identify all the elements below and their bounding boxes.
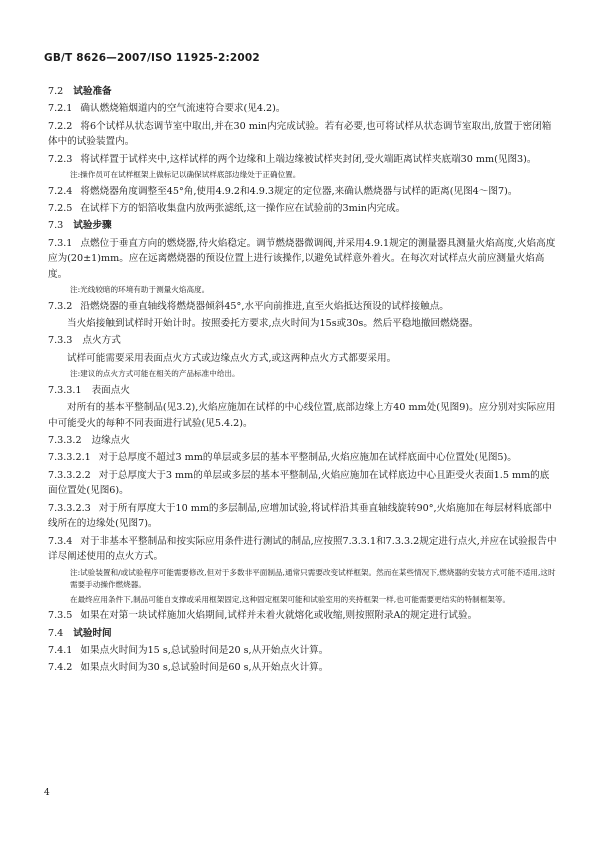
clause-paragraph [48, 201, 558, 217]
clause-number: 7.3.3.2.2 [48, 469, 91, 481]
clause-text: 点燃位于垂直方向的燃烧器,待火焰稳定。调节燃烧器微调阀,并采用4.9.1规定的测量器具测量火焰高度,火焰高度应为(20±1)mm。应在远离燃烧器的预设位置上进行该操作,以避免试样意外着火。在每次对试样点火前应测量火焰高度。 [48, 237, 556, 280]
body-paragraph [48, 316, 558, 332]
clause-paragraph [48, 119, 558, 150]
paragraph-text: 当火焰接触到试样时开始计时。按照委托方要求,点火时间为15s或30s。然后平稳地撤回燃烧器。 [67, 318, 479, 330]
section-number: 7.4 [48, 627, 64, 639]
clause-paragraph [48, 468, 558, 499]
note-text: 注:光线较暗的环境有助于测量火焰高度。 [70, 285, 210, 295]
clause-text: 沿燃烧器的垂直轴线将燃烧器倾斜45°,水平向前推进,直至火焰抵达预设的试样接触点。 [80, 300, 449, 312]
paragraph-text: 试样可能需要采用表面点火方式或边缘点火方式,或这两种点火方式都要采用。 [67, 352, 397, 364]
clause-paragraph [48, 152, 558, 168]
clause-text: 如果在对第一块试样施加火焰期间,试样并未着火就熔化或收缩,则按照附录A的规定进行试验。 [80, 610, 478, 622]
clause-number: 7.3.3.2 [48, 435, 82, 447]
note-continuation [48, 594, 558, 607]
section-number: 7.3 [48, 220, 64, 232]
paragraph-text: 对所有的基本平整制品(见3.2),火焰应施加在试样的中心线位置,底部边缘上方40 mm处(见图9)。应分别对实际应用中可能受火的每种不同表面进行试验(见5.4.2)。 [48, 402, 556, 429]
clause-number: 7.3.3.2.3 [48, 502, 91, 514]
note-text: 注:操作员可在试样框架上做标记以确保试样底部边缘处于正确位置。 [70, 170, 301, 180]
section-title: 试验准备 [73, 86, 112, 97]
clause-number: 7.2.3 [48, 153, 73, 165]
clause-paragraph [48, 660, 558, 676]
subsection-title: 边缘点火 [91, 435, 130, 447]
page-number: 4 [44, 788, 50, 798]
clause-number: 7.2.4 [48, 185, 73, 197]
note-text: 注:试验装置和/或试验程序可能需要修改,但对于多数非平面制品,通常只需要改变试样框架。然而在某些情况下,燃烧器的安装方式可能不适用,这时需要手动操作燃烧器。 [70, 567, 556, 590]
clause-number: 7.3.5 [48, 610, 73, 622]
clause-text: 确认燃烧箱烟道内的空气流速符合要求(见4.2)。 [80, 103, 286, 115]
clause-number: 7.4.2 [48, 662, 73, 674]
section-title: 试验步骤 [73, 220, 112, 232]
clause-text: 在试样下方的铝箔收集盘内放两张滤纸,这一操作应在试验前的3min内完成。 [80, 202, 406, 214]
clause-number: 7.4.1 [48, 644, 73, 656]
note [48, 169, 558, 182]
subsection-heading [48, 383, 558, 399]
clause-text: 将燃烧器角度调整至45°角,使用4.9.2和4.9.3规定的定位器,来确认燃烧器与试样的距离(见图4～图7)。 [80, 185, 518, 197]
note-text: 注:建议的点火方式可能在相关的产品标准中给出。 [70, 369, 240, 379]
clause-text: 对于所有厚度大于10 mm的多层制品,应增加试验,将试样沿其垂直轴线旋转90°,火焰施加在每层材料底部中线所在的边缘处(见图7)。 [48, 502, 552, 530]
note [48, 284, 558, 297]
body-paragraph [48, 351, 558, 367]
clause-text: 对于非基本平整制品和按实际应用条件进行测试的制品,应按照7.3.3.1和7.3.3.2规定进行点火,并应在试验报告中详尽阐述使用的点火方式。 [48, 535, 557, 563]
section-heading [48, 84, 558, 100]
clause-number: 7.2.1 [48, 103, 73, 115]
subsection-title: 表面点火 [91, 384, 130, 396]
clause-number: 7.2.5 [48, 202, 73, 214]
subsection-title: 点火方式 [82, 335, 121, 347]
clause-paragraph [48, 534, 558, 565]
clause-paragraph [48, 643, 558, 659]
clause-number: 7.2.2 [48, 120, 73, 132]
subsection-heading [48, 333, 558, 349]
clause-paragraph [48, 608, 558, 624]
clause-number: 7.3.4 [48, 535, 73, 547]
clause-text: 对于总厚度大于3 mm的单层或多层的基本平整制品,火焰应施加在试样底边中心且距受火表面1.5 mm的底面位置处(见图6)。 [48, 469, 550, 497]
clause-paragraph [48, 501, 558, 532]
clause-text: 将6个试样从状态调节室中取出,并在30 min内完成试验。若有必要,也可将试样从状态调节室取出,放置于密闭箱体中的试验装置内。 [48, 120, 552, 148]
clause-number: 7.3.3.2.1 [48, 452, 91, 464]
note [48, 368, 558, 381]
clause-paragraph [48, 450, 558, 466]
clause-text: 如果点火时间为15 s,总试验时间是20 s,从开始点火计算。 [80, 644, 329, 656]
clause-number: 7.3.3 [48, 335, 73, 347]
clause-paragraph [48, 101, 558, 117]
subsection-heading [48, 433, 558, 449]
clause-paragraph [48, 184, 558, 200]
document-header: GB/T 8626—2007/ISO 11925-2:2002 [44, 52, 260, 64]
document-body [48, 84, 558, 678]
section-number: 7.2 [48, 86, 64, 97]
note [48, 567, 558, 592]
clause-text: 将试样置于试样夹中,这样试样的两个边缘和上端边缘被试样夹封闭,受火端距离试样夹底端30 mm(见图3)。 [80, 153, 537, 165]
clause-paragraph [48, 236, 558, 283]
section-heading [48, 218, 558, 234]
section-heading [48, 626, 558, 642]
body-paragraph [48, 400, 558, 431]
clause-text: 对于总厚度不超过3 mm的单层或多层的基本平整制品,火焰应施加在试样底面中心位置处(见图5)。 [98, 452, 517, 464]
clause-paragraph [48, 299, 558, 315]
section-title: 试验时间 [73, 627, 112, 639]
clause-number: 7.3.2 [48, 300, 73, 312]
clause-number: 7.3.1 [48, 237, 73, 249]
clause-number: 7.3.3.1 [48, 384, 82, 396]
note-text: 在最终应用条件下,制品可能自支撑或采用框架固定,这种固定框架可能和试验室用的夹持框架一样,也可能需要更结实的特制框架等。 [70, 594, 511, 604]
clause-text: 如果点火时间为30 s,总试验时间是60 s,从开始点火计算。 [80, 662, 329, 674]
